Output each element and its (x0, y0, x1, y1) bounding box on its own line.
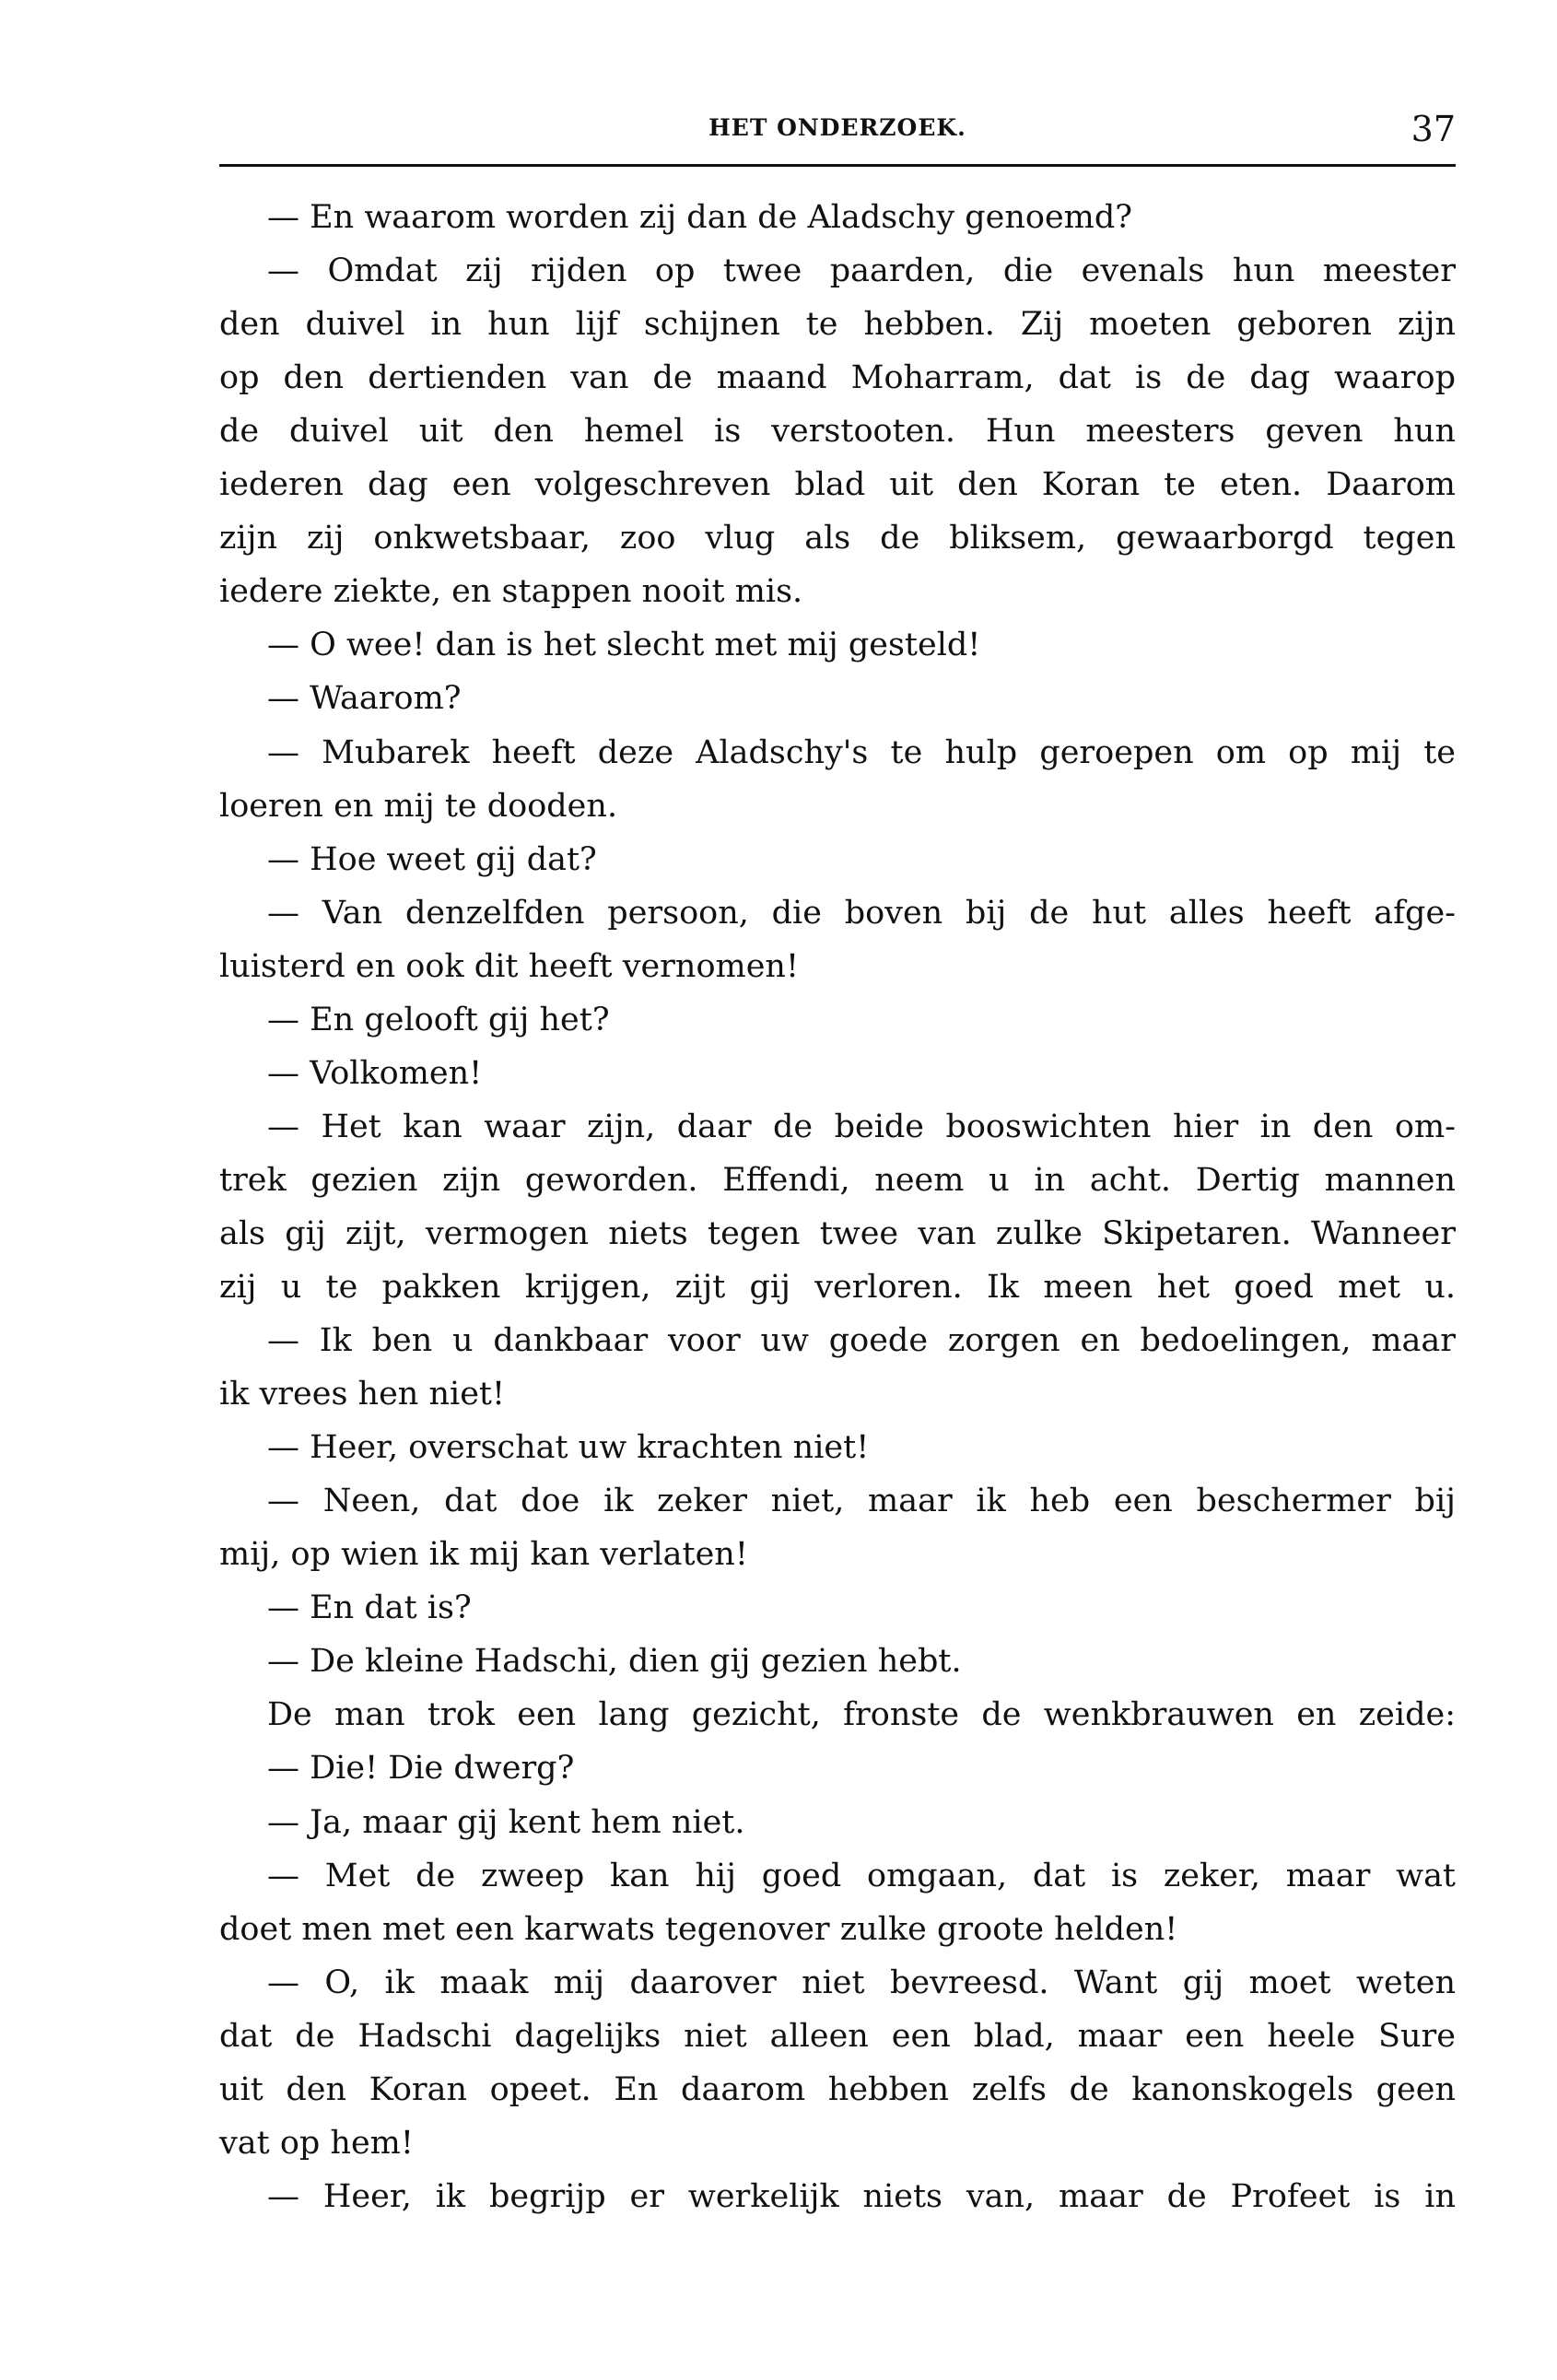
text-line: — Neen, dat doe ik zeker niet, maar ik heb een beschermer bij (267, 1483, 1456, 1520)
text-line: dat de Hadschi dagelijks niet alleen een blad, maar een heele Sure (219, 2017, 1456, 2055)
text-line: — Waarom? (267, 680, 462, 718)
text-line: — En dat is? (267, 1589, 472, 1627)
text-line: de duivel uit den hemel is verstooten. Hun meesters geven hun (219, 413, 1456, 451)
text-line: vat op hem! (219, 2124, 414, 2162)
text-line: trek gezien zijn geworden. Effendi, neem u in acht. Dertig mannen (219, 1161, 1456, 1199)
text-line: — O wee! dan is het slecht met mij gesteld! (267, 627, 981, 664)
running-head (219, 109, 1456, 155)
running-head-title: HET ONDERZOEK. (708, 114, 966, 141)
text-line: — Het kan waar zijn, daar de beide booswichten hier in den om- (267, 1108, 1456, 1145)
text-line: De man trok een lang gezicht, fronste de wenkbrauwen en zeide: (267, 1696, 1456, 1734)
text-line: ik vrees hen niet! (219, 1376, 506, 1413)
text-line: — Mubarek heeft deze Aladschy's te hulp geroepen om op mij te (267, 733, 1456, 771)
text-line: — Met de zweep kan hij goed omgaan, dat is zeker, maar wat (267, 1857, 1456, 1894)
text-line: uit den Koran opeet. En daarom hebben zelfs de kanonskogels geen (219, 2070, 1456, 2108)
text-line: doet men met een karwats tegenover zulke groote helden! (219, 1910, 1178, 1948)
text-line: — O, ik maak mij daarover niet bevreesd. Want gij moet weten (267, 1964, 1456, 2001)
text-line: — Die! Die dwerg? (267, 1750, 575, 1788)
text-line: — De kleine Hadschi, dien gij gezien hebt. (267, 1643, 962, 1681)
text-line: zijn zij onkwetsbaar, zoo vlug als de bliksem, gewaarborgd tegen (219, 520, 1456, 557)
text-line: — En gelooft gij het? (267, 1001, 610, 1038)
text-line: — Ik ben u dankbaar voor uw goede zorgen en bedoelingen, maar (267, 1322, 1456, 1360)
text-line: — Heer, ik begrijp er werkelijk niets van, maar de Profeet is in (267, 2177, 1456, 2215)
text-line: iederen dag een volgeschreven blad uit den Koran te eten. Daarom (219, 466, 1456, 504)
text-line: — Volkomen! (267, 1054, 483, 1092)
text-line: iedere ziekte, en stappen nooit mis. (219, 573, 803, 611)
header-rule (219, 164, 1456, 167)
text-line: zij u te pakken krijgen, zijt gij verloren. Ik meen het goed met u. (219, 1269, 1456, 1306)
text-line: — Heer, overschat uw krachten niet! (267, 1429, 870, 1467)
text-line: loeren en mij te dooden. (219, 787, 618, 825)
text-line: — Omdat zij rijden op twee paarden, die evenals hun meester (267, 252, 1456, 290)
text-line: — Van denzelfden persoon, die boven bij de hut alles heeft afge- (267, 894, 1456, 932)
text-line: luisterd en ook dit heeft vernomen! (219, 947, 800, 985)
text-line: — En waarom worden zij dan de Aladschy genoemd? (267, 199, 1133, 236)
text-line: als gij zijt, vermogen niets tegen twee van zulke Skipetaren. Wanneer (219, 1214, 1456, 1252)
page-number: 37 (1411, 109, 1456, 149)
text-line: mij, op wien ik mij kan verlaten! (219, 1536, 748, 1574)
text-line: — Ja, maar gij kent hem niet. (267, 1803, 745, 1841)
text-line: den duivel in hun lijf schijnen te hebben. Zij moeten geboren zijn (219, 306, 1456, 344)
text-line: op den dertienden van de maand Moharram, dat is de dag waarop (219, 359, 1456, 397)
text-line: — Hoe weet gij dat? (267, 840, 597, 878)
